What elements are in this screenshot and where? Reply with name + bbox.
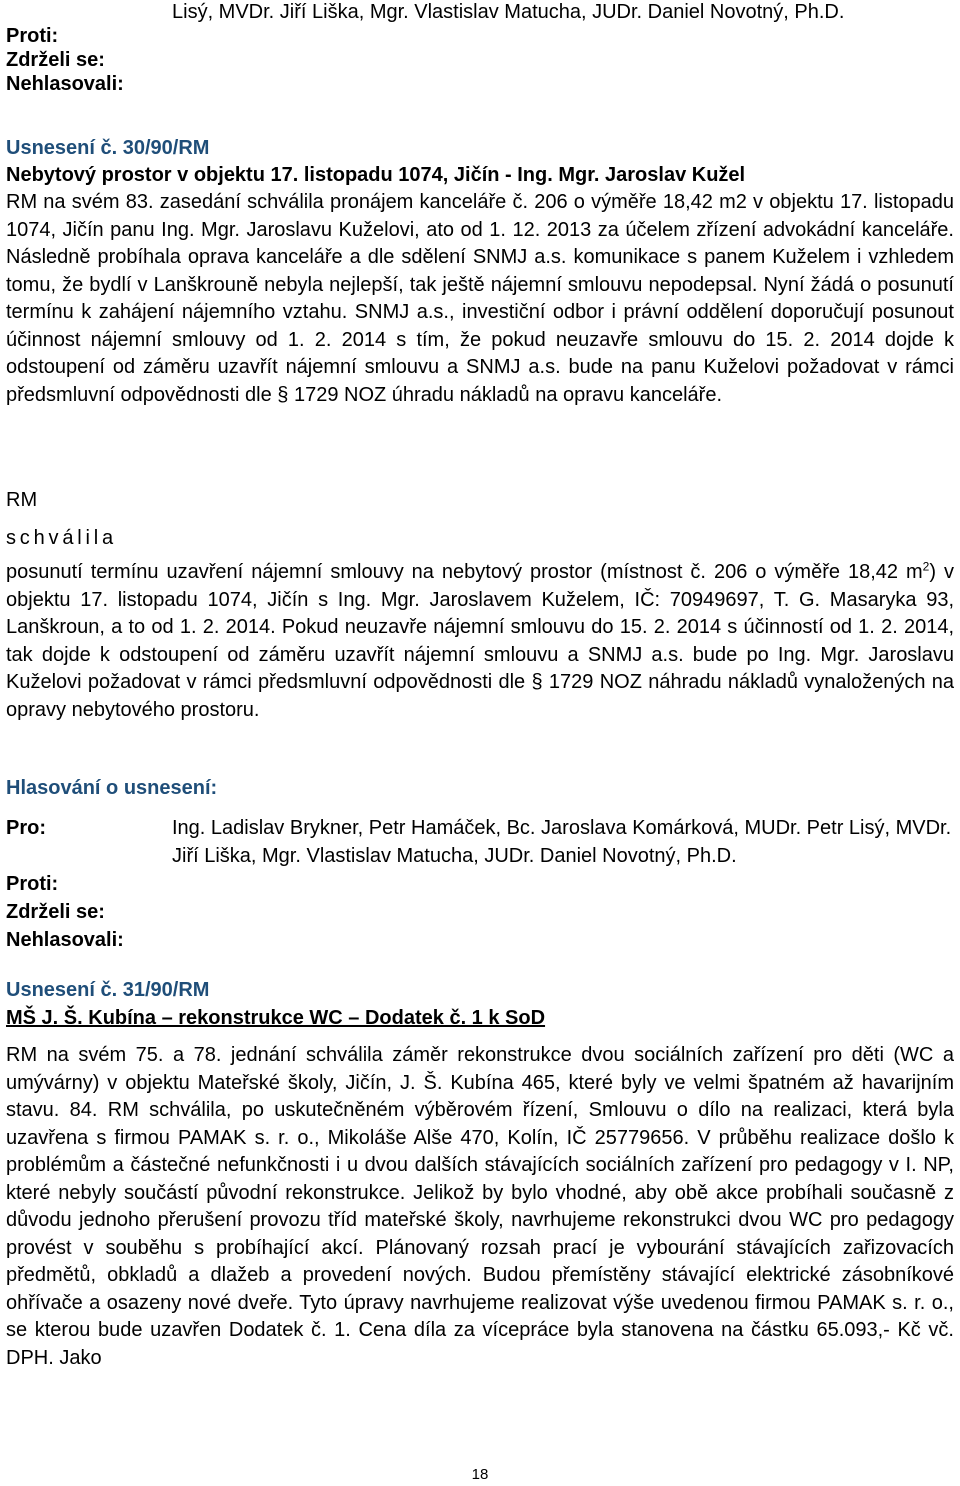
decision-text-part-a: posunutí termínu uzavření nájemní smlouvy na nebytový prostor (místnost č. 206 o výměře 18,42 m xyxy=(6,561,923,583)
voting-proti-row xyxy=(6,870,954,898)
proti-label: Proti: xyxy=(6,25,59,47)
vote-nehlasovali-row xyxy=(6,72,954,96)
page-number: 18 xyxy=(471,1466,489,1483)
voting-zdrzeli-label: Zdrželi se: xyxy=(6,901,105,923)
pro-names: Ing. Ladislav Brykner, Petr Hamáček, Bc. Jaroslava Komárková, MUDr. Petr Lisý, MVDr. Jiří Liška, Mgr. Vlastislav Matucha, JUDr. Daniel Novotný, Ph.D. xyxy=(172,817,952,867)
voting-pro-row xyxy=(6,814,954,870)
decision-text-part-b: ) v objektu 17. listopadu 1074, Jičín s Ing. Mgr. Jaroslavem Kuželem, IČ: 70949697, T. G. Masaryka 93, Lanškroun, a to od 1. 2. 2014. Pokud neuzavře nájemní smlouvu do 15. 2. 2014 s účinností od 1. 2. 2014, tak dojde k odstoupení od záměru uzavřít nájemní smlouvu a SNMJ a.s. bude po Ing. Mgr. Jaroslavu Kuželovi požadovat v rámci předsmluvní odpovědnosti dle § 1729 NOZ náhradu nákladů vynaložených na opravy nebytového prostoru. xyxy=(6,561,955,721)
resolution-30-subject: Nebytový prostor v objektu 17. listopadu 1074, Jičín - Ing. Mgr. Jaroslav Kužel xyxy=(6,164,746,186)
resolution-31-paragraph: RM na svém 75. a 78. jednání schválila záměr rekonstrukce dvou sociálních zařízení pro děti (WC a umývárny) v objektu Mateřské školy, Jičín, J. Š. Kubína 465, které byly ve velmi špatném až havarijním stavu. 84. RM schválila, po uskutečněném výběrovém řízení, Smlouvu o dílo na realizaci, která byla uzavřena s firmou PAMAK s. r. o., Mikoláše Alše 470, Kolín, IČ 25779656. V průběhu realizace došlo k problémům a částečné nefunkčnosti i u dvou dalších stávajících sociálních zařízení pro pedagogy v I. NP, které nebyly součástí původní rekonstrukce. Jelikož by bylo vhodné, aby obě akce probíhali současně z důvodu jednoho přerušení provozu tříd mateřské školy, navrhujeme rekonstrukci dvou WC pro pedagogy provést v souběhu s probíhající akcí. Plánovaný rozsah prací je vybourání stávajících zařizovacích předmětů, obkladů a dlažeb a provedení nových. Budou přemístěny stávající elektrické zásobníkové ohřívače a osazeny nové dveře. Tyto úpravy navrhujeme realizovat výše uvedenou firmou PAMAK s. r. o., se kterou bude uzavřen Dodatek č. 1. Cena díla za vícepráce byla stanovena na částku 65.093,- Kč vč. DPH. Jako xyxy=(6,1044,954,1369)
decision-word: schválila xyxy=(6,527,117,549)
resolution-30-decision xyxy=(6,559,954,724)
superscript-two: 2 xyxy=(922,559,930,574)
resolution-31-subject: MŠ J. Š. Kubína – rekonstrukce WC – Dodatek č. 1 k SoD xyxy=(6,1007,546,1029)
rm-label: RM xyxy=(6,489,38,511)
pro-label: Pro: xyxy=(6,817,46,839)
resolution-30-title: Usnesení č. 30/90/RM xyxy=(6,137,210,159)
resolution-30-paragraph: RM na svém 83. zasedání schválila pronájem kanceláře č. 206 o výměře 18,42 m2 v objektu 17. listopadu 1074, Jičín panu Ing. Mgr. Jaroslavu Kuželovi, ato od 1. 12. 2013 za účelem zřízení advokádní kanceláře. Následně probíhala oprava kanceláře a dle sdělení SNMJ a.s. komunikace s panem Kuželem i vzhledem tomu, že bydlí v Lanškrouně nebyla nejlepší, tak ještě nájemní smlouvu nepodepsal. Nyní žádá o posunutí termínu k zahájení nájemního vztahu. SNMJ a.s., investiční odbor i právní oddělení doporučují posunout účinnost nájemní smlouvy od 1. 2. 2014 s tím, že pokud neuzavře smlouvu do 15. 2. 2014 dojde k odstoupení od záměru uzavřít nájemní smlouvu a SNMJ a.s. bude na panu Kuželovi požadovat v rámci předsmluvní odpovědnosti dle § 1729 NOZ úhradu nákladů na opravu kanceláře. xyxy=(6,191,954,406)
nehlasovali-label: Nehlasovali: xyxy=(6,73,124,95)
voting-nehlasovali-row xyxy=(6,926,954,954)
voting-zdrzeli-row xyxy=(6,898,954,926)
voting-title: Hlasování o usnesení: xyxy=(6,777,218,799)
resolution-31-title: Usnesení č. 31/90/RM xyxy=(6,979,210,1001)
voting-nehlasovali-label: Nehlasovali: xyxy=(6,929,124,951)
vote-zdrzeli-row xyxy=(6,48,954,72)
zdrzeli-label: Zdrželi se: xyxy=(6,49,105,71)
vote-proti-row xyxy=(6,24,954,48)
vote-pro-continuation xyxy=(6,0,954,24)
pro-names-continuation: Lisý, MVDr. Jiří Liška, Mgr. Vlastislav Matucha, JUDr. Daniel Novotný, Ph.D. xyxy=(172,1,845,23)
voting-proti-label: Proti: xyxy=(6,873,59,895)
